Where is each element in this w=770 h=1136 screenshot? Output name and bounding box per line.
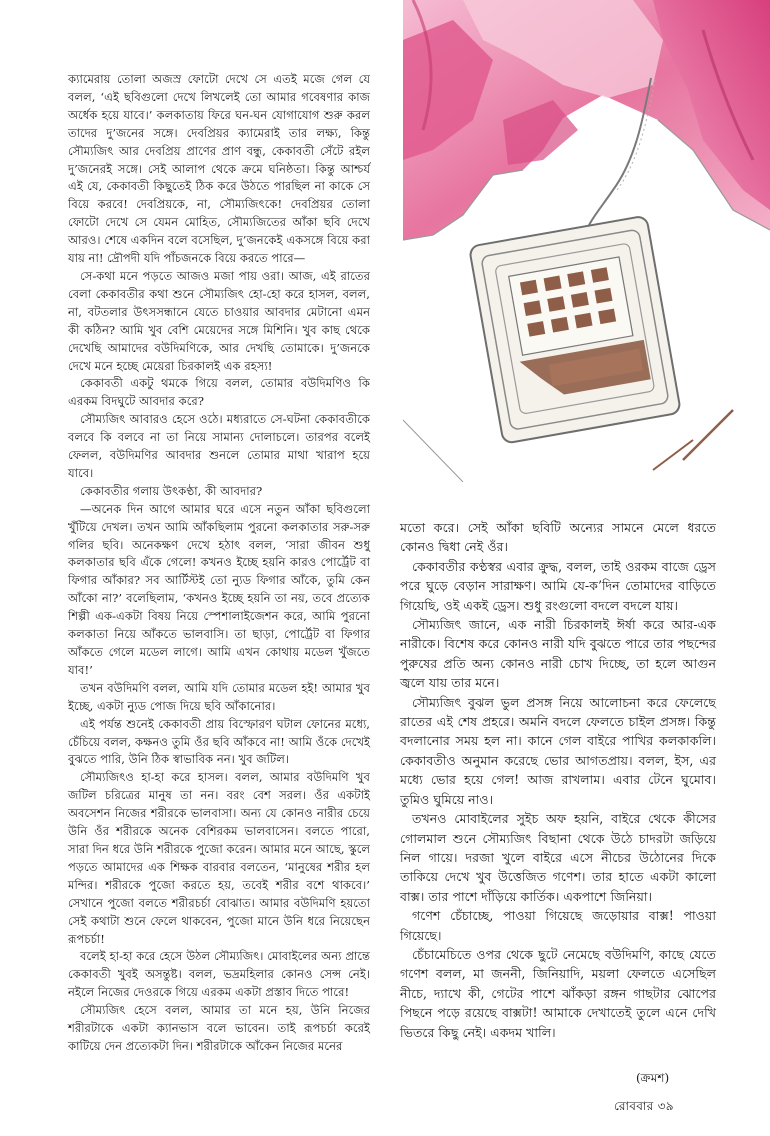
illustration-pager — [403, 0, 770, 482]
paragraph: ক্যামেরায় তোলা অজস্র ফোটো দেখে সে এতই মজে গেল যে বলল, ‘এই ছবিগুলো দেখে লিখলেই তো আমার গবেষণার কাজ অর্ধেক হয়ে যাবে।’ কলকাতায় ফিরে ঘন-ঘন যোগাযোগ শুরু করল তাদের দু’জনের সঙ্গে। দেবপ্রিয়র ক্যামেরাই তার লক্ষ্য, কিন্তু সৌম্যজিৎ আর দেবপ্রিয় প্রাণের প্রাণ বন্ধু, কেকাবতী সেঁটে রইল দু’জনেরই সঙ্গে। সেই আলাপ থেকে ক্রমে ঘনিষ্ঠতা। কিন্তু আশ্চর্য এই যে, কেকাবতী কিছুতেই ঠিক করে উঠতে পারছিল না কাকে সে বিয়ে করবে! দেবপ্রিয়কে, না, সৌম্যজিৎকে! দেবপ্রিয়র তোলা ফোটো দেখে সে যেমন মোহিত, সৌম্যজিতের আঁকা ছবি দেখে আরও। শেষে একদিন বলে বসেছিল, দু’জনকেই একসঙ্গে বিয়ে করা যায় না! দ্রৌপদী যদি পাঁচজনকে বিয়ে করতে পারে— — [68, 72, 370, 266]
continued-marker: (ক্রমশ) — [636, 1071, 670, 1085]
paragraph: তখনও মোবাইলের সুইচ অফ হয়নি, বাইরে থেকে কীসের গোলমাল শুনে সৌম্যজিৎ বিছানা থেকে উঠে চাদরটা জড়িয়ে নিল গায়ে। দরজা খুলে বাইরে এসে নীচের উঠোনের দিকে তাকিয়ে দেখে খুব উত্তেজিত গণেশ। তার হাতে একটা কালো বাক্স। তার পাশে দাঁড়িয়ে কার্তিক। একপাশে জিনিয়া। — [400, 811, 716, 904]
paragraph: সৌম্যজিৎ আবারও হেসে ওঠে। মধ্যরাতে সে-ঘটনা কেকাবতীকে বলবে কি বলবে না তা নিয়ে সামান্য দোলাচলে। তারপর বলেই ফেলল, বউদিমণির আবদার শুনলে তোমার মাথা খারাপ হয়ে যাবে। — [68, 412, 370, 480]
page-footer: রোববার ৩৯ — [614, 1099, 674, 1113]
paragraph: কেকাবতীর কণ্ঠস্বর এবার ক্রুদ্ধ, বলল, তাই ওরকম বাজে ড্রেস পরে ঘুড়ে বেড়ান সারাক্ষণ। আমি যে-ক’দিন তোমাদের বাড়িতে গিয়েছি, ওই একই ড্রেস। শুধু রংগুলো বদলে বদলে যায়। — [400, 558, 716, 613]
paragraph: —অনেক দিন আগে আমার ঘরে এসে নতুন আঁকা ছবিগুলো খুঁটিয়ে দেখল। তখন আমি আঁকছিলাম পুরনো কলকাতার সরু-সরু গলির ছবি। অনেকক্ষণ দেখে হঠাৎ বলল, ‘সারা জীবন শুধু কলকাতার ছবি এঁকে গেলে! কখনও ইচ্ছে হয়নি কারও পোর্ট্রেট বা ফিগার আঁকার? সব আর্টিস্টই তো ন্যুড ফিগার আঁকে, তুমি কেন আঁকো না?’ বলেছিলাম, ‘কখনও ইচ্ছে হয়নি তা নয়, তবে প্রত্যেক শিল্পী এক-একটা বিষয় নিয়ে স্পেশালাইজেশন করে, আমি পুরনো কলকাতা নিয়ে আঁকতে ভালবাসি। তা ছাড়া, পোর্ট্রেট বা ফিগার আঁকতে গেলে মডেল লাগে। আমি এখন কোথায় মডেল খুঁজতে যাব!’ — [68, 501, 370, 677]
paragraph: কেকাবতীর গলায় উৎকণ্ঠা, কী আবদার? — [80, 483, 263, 498]
paragraph: সৌম্যজিৎও হা-হা করে হাসল। বলল, আমার বউদিমণি খুব জটিল চরিত্রের মানুষ তা নন। বরং বেশ সরল। ওঁর একটাই অবসেশন নিজের শরীরকে ভালবাসা। অন্য যে কোনও নারীর চেয়ে উনি ওঁর শরীরকে অনেক বেশিরকম ভালবাসেন। বলতে পারো, সারা দিন ধরে উনি শরীরকে পুজো করেন। আমার মনে আছে, স্কুলে পড়তে আমাদের এক শিক্ষক বারবার বলতেন, ‘মানুষের শরীর হল মন্দির। শরীরকে পুজো করতে হয়, তবেই শরীর বশে থাকবে।’ সেখানে পুজো বলতে শরীরচর্চা বোঝাত। আমার বউদিমণি হয়তো সেই কথাটা শুনে ফেলে থাকবেন, পুজো মানে উনি ধরে নিয়েছেন রূপচর্চা! — [68, 770, 370, 946]
paragraph: কেকাবতী একটু থমকে গিয়ে বলল, তোমার বউদিমণিও কি এরকম বিদঘুটে আবদার করে? — [68, 376, 370, 409]
paragraph: সৌম্যজিৎ জানে, এক নারী চিরকালই ঈর্ষা করে আর-এক নারীকে। বিশেষ করে কোনও নারী যদি বুঝতে পারে তার পছন্দের পুরুষের প্রতি অন্য কোনও নারী চোখ দিচ্ছে, তা হলে আগুন জ্বলে যায় তার মনে। — [400, 617, 716, 691]
paragraph: সে-কথা মনে পড়তে আজও মজা পায় ওরা। আজ, এই রাতের বেলা কেকাবতীর কথা শুনে সৌম্যজিৎ হো-হো করে হাসল, বলল, না, বটতলার উৎসসন্ধানে যেতে চাওয়ার আবদার মেটানো এমন কী কঠিন? আমি খুব বেশি মেয়েদের সঙ্গে মিশিনি। খুব কাছ থেকে দেখেছি আমাদের বউদিমণিকে, আর দেখছি তোমাকে। দু’জনকে দেখে মনে হচ্ছে মেয়েরা চিরকালই এক রহস্য! — [68, 268, 370, 373]
paragraph: সৌম্যজিৎ বুঝল ভুল প্রসঙ্গ নিয়ে আলোচনা করে ফেলেছে রাতের এই শেষ প্রহরে। অমনি বদলে ফেলতে চাইল প্রসঙ্গ। কিন্তু বদলানোর সময় হল না। কানে গেল বাইরে পাখির কলকাকলি। কেকাবতীও অনুমান করেছে ভোর আগতপ্রায়। বলল, ইস, এর মধ্যে ভোর হয়ে গেল! আজ রাখলাম। এবার টেনে ঘুমোব। তুমিও ঘুমিয়ে নাও। — [400, 694, 716, 807]
paragraph: বলেই হা-হা করে হেসে উঠল সৌম্যজিৎ। মোবাইলের অন্য প্রান্তে কেকাবতী খুবই অসন্তুষ্ট। বলল, ভদ্রমহিলার কোনও সেন্স নেই। নইলে নিজের দেওরকে গিয়ে এরকম একটা প্রস্তাব দিতে পারে! — [68, 949, 370, 1000]
article-column-left — [68, 71, 370, 1056]
paragraph: গণেশ চেঁচাচ্ছে, পাওয়া গিয়েছে জড়োয়ার বাক্স! পাওয়া গিয়েছে। — [400, 908, 716, 943]
article-column-right — [400, 518, 716, 1042]
paragraph: এই পর্যন্ত শুনেই কেকাবতী প্রায় বিস্ফোরণ ঘটাল ফোনের মধ্যে, চেঁচিয়ে বলল, কক্ষনও তুমি ওঁর ছবি আঁকবে না! আমি ওঁকে দেখেই বুঝতে পারি, উনি ঠিক স্বাভাবিক নন। খুব জটিল। — [68, 716, 370, 767]
paragraph: মতো করে। সেই আঁকা ছবিটি অন্যের সামনে মেলে ধরতে কোনও দ্বিধা নেই ওঁর। — [400, 520, 716, 555]
paragraph: চেঁচামেচিতে ওপর থেকে ছুটে নেমেছে বউদিমণি, কাছে যেতে গণেশ বলল, মা জননী, জিনিয়াদি, ময়লা ফেলতে এসেছিল নীচে, দ্যাখে কী, গেটের পাশে ঝাঁকড়া রঙ্গন গাছটার ঝোপের পিছনে পড়ে রয়েছে বাক্সটা! আমাকে দেখাতেই তুলে এনে দেখি ভিতরে কিছু নেই। একদম খালি। — [400, 946, 716, 1040]
paragraph: সৌম্যজিৎ হেসে বলল, আমার তা মনে হয়, উনি নিজের শরীরটাকে একটা ক্যানভাস বলে ভাবেন। তাই রূপচর্চা করেই কাটিয়ে দেন প্রত্যেকটা দিন। শরীরটাকে আঁকেন নিজের মনের — [68, 1003, 370, 1053]
paragraph: তখন বউদিমণি বলল, আমি যদি তোমার মডেল হই! আমার খুব ইচ্ছে, একটা ন্যুড পোজ দিয়ে ছবি আঁকানোর। — [68, 680, 370, 713]
